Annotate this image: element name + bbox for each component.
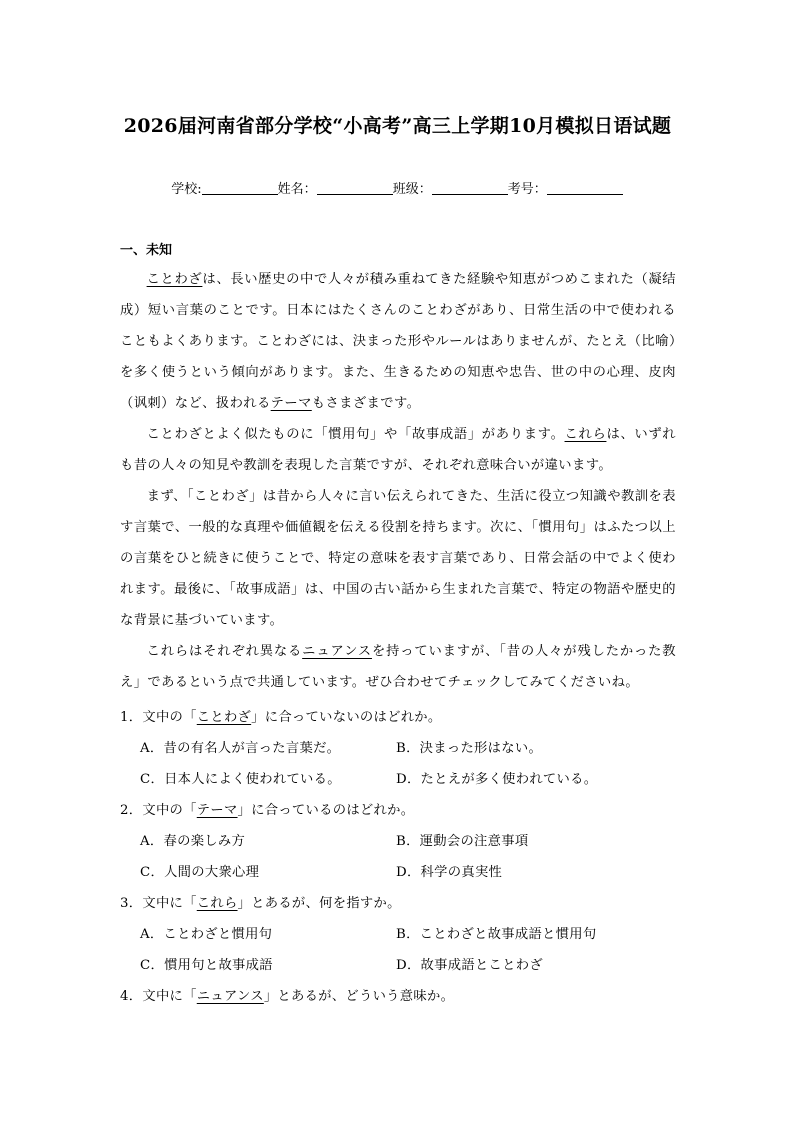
question-1-stem: 1．文中の「ことわざ」に合っていないのはどれか。 — [120, 710, 442, 725]
reading-passage — [120, 264, 676, 698]
question-3-options-row-2 — [120, 950, 680, 981]
number-field[interactable] — [547, 180, 623, 195]
option-b[interactable]: B．運動会の注意事項 — [396, 834, 529, 849]
question-term: これら — [196, 896, 238, 911]
option-a[interactable]: A．春の楽しみ方 — [140, 834, 246, 849]
underlined-term-kotowaza: ことわざ — [146, 272, 203, 287]
question-1-options-row-2 — [120, 764, 680, 795]
question-term: ことわざ — [196, 710, 252, 725]
section-heading: 一、未知 — [120, 243, 173, 258]
underlined-term-korera: これら — [564, 427, 607, 442]
question-2-stem: 2．文中の「テーマ」に合っているのはどれか。 — [120, 803, 415, 818]
number-label: 考号： — [507, 182, 547, 197]
paragraph-4: これらはそれぞれ異なるニュアンスを持っていますが、「昔の人々が残したかった教え」であるという点で共通しています。ぜひ合わせてチェックしてみてくださいね。 — [120, 644, 676, 690]
option-c[interactable]: C．日本人によく使われている。 — [140, 772, 341, 787]
option-d[interactable]: D．たとえが多く使われている。 — [396, 772, 598, 787]
question-3-stem: 3．文中に「これら」とあるが、何を指すか。 — [120, 896, 401, 911]
question-2-options-row-1 — [120, 826, 680, 857]
option-a[interactable]: A．ことわざと慣用句 — [140, 927, 273, 942]
option-b[interactable]: B．ことわざと故事成語と慣用句 — [396, 927, 597, 942]
school-field[interactable] — [202, 180, 278, 195]
class-field[interactable] — [432, 180, 508, 195]
option-c[interactable]: C．慣用句と故事成語 — [140, 958, 273, 973]
school-label: 学校: — [171, 182, 202, 197]
option-a[interactable]: A．昔の有名人が言った言葉だ。 — [140, 741, 341, 756]
student-info-line — [0, 180, 794, 200]
option-b[interactable]: B．決まった形はない。 — [396, 741, 543, 756]
question-4-stem: 4．文中に「ニュアンス」とあるが、どういう意味か。 — [120, 989, 455, 1004]
name-field[interactable] — [317, 180, 393, 195]
paragraph-2: ことわざとよく似たものに「慣用句」や「故事成語」があります。これらは、いずれも昔の人々の知見や教訓を表現した言葉ですが、それぞれ意味合いが違います。 — [120, 427, 677, 473]
question-2-options-row-2 — [120, 857, 680, 888]
paragraph-3: まず、「ことわざ」は昔から人々に言い伝えられてきた、生活に役立つ知識や教訓を表す言葉で、一般的な真理や価値観を伝える役割を持ちます。次に、「慣用句」はふたつ以上の言葉をひと続きに使うことで、特定の意味を表す言葉であり、日常会話の中でよく使われます。最後に、「故事成語」は、中国の古い話から生まれた言葉で、特定の物語や歴史的な背景に基づいています。 — [120, 489, 676, 628]
question-3-options-row-1 — [120, 919, 680, 950]
underlined-term-nyuansu: ニュアンス — [302, 644, 372, 659]
question-list — [120, 702, 680, 1012]
option-d[interactable]: D．科学の真実性 — [396, 865, 503, 880]
question-term: ニュアンス — [196, 989, 264, 1004]
underlined-term-teema: テーマ — [270, 396, 312, 411]
exam-title: 2026届河南省部分学校“小高考”高三上学期10月模拟日语试题 — [123, 115, 672, 137]
question-term: テーマ — [196, 803, 238, 818]
class-label: 班级： — [392, 182, 432, 197]
question-1-options-row-1 — [120, 733, 680, 764]
option-c[interactable]: C．人間の大衆心理 — [140, 865, 260, 880]
name-label: 姓名： — [277, 182, 317, 197]
option-d[interactable]: D．故事成語とことわざ — [396, 958, 543, 973]
paragraph-1: ことわざは、長い歴史の中で人々が積み重ねてきた経験や知恵がつめこまれた（凝结成）短い言葉のことです。日本にはたくさんのことわざがあり、日常生活の中で使われることもよくあります。ことわざには、決まった形やルールはありませんが、たとえ（比喻）を多く使うという傾向があります。また、生きるための知恵や忠告、世の中の心理、皮肉（讽刺）など、扱われるテーマもさまざまです。 — [120, 272, 676, 411]
